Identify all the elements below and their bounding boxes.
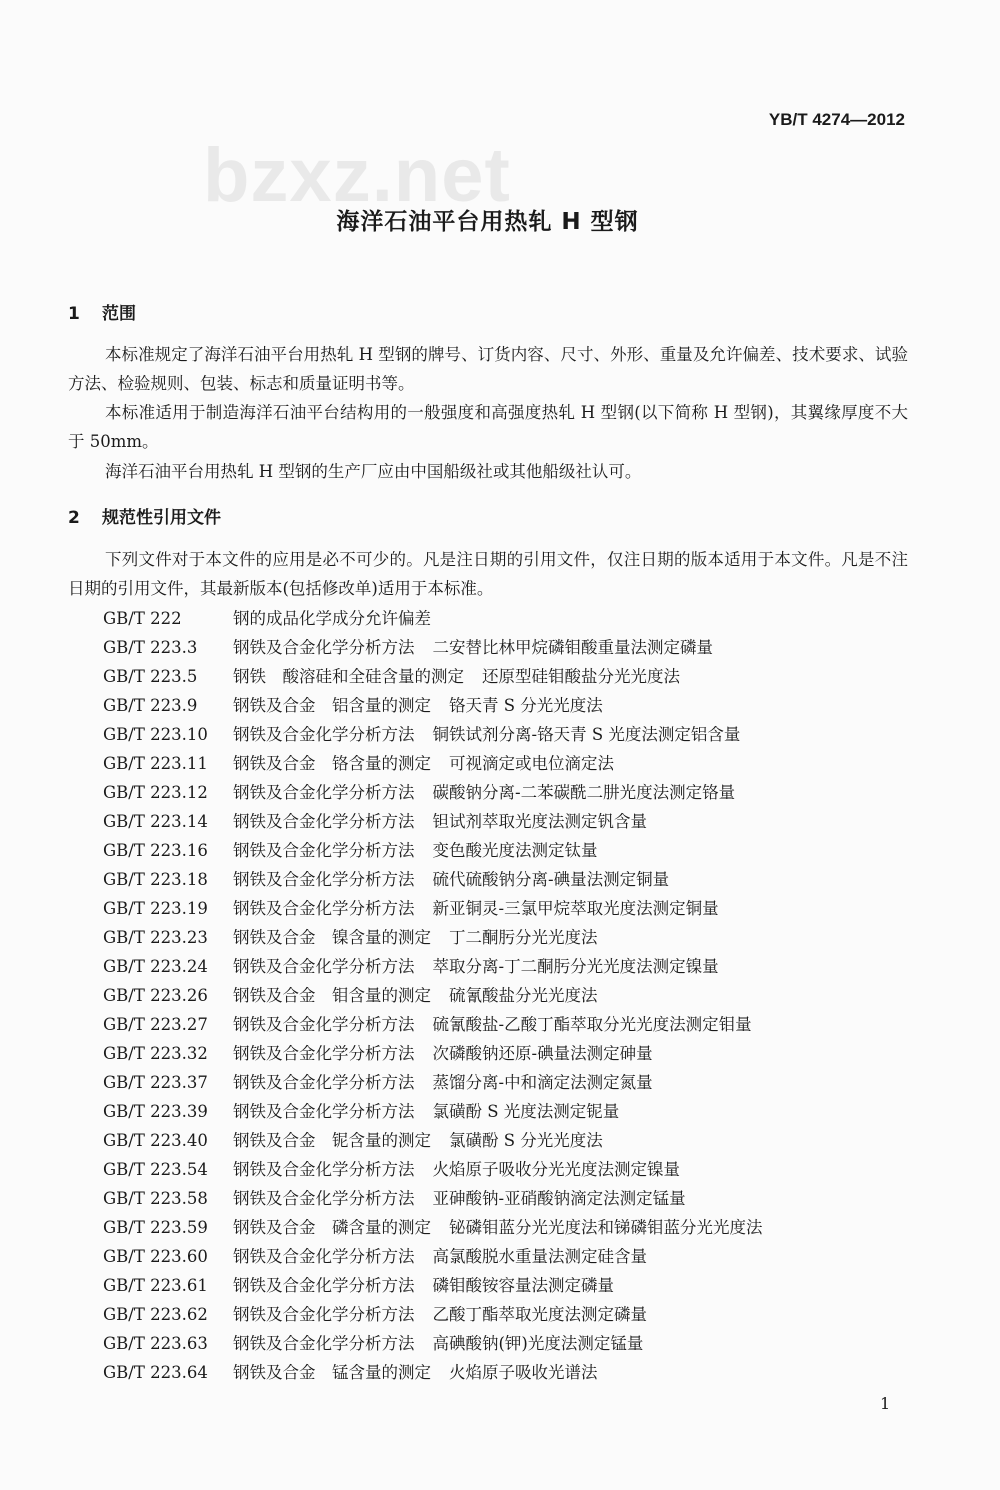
reference-subtitle: 碳酸钠分离-二苯碳酰二肼光度法测定铬量	[432, 783, 736, 802]
reference-title: 钢铁及合金化学分析方法	[233, 1102, 415, 1121]
reference-subtitle: 可视滴定或电位滴定法	[449, 754, 614, 773]
reference-title: 钢铁及合金化学分析方法	[233, 1189, 415, 1208]
reference-subtitle: 蒸馏分离-中和滴定法测定氮量	[432, 1073, 653, 1092]
reference-code: GB/T 223.26	[103, 986, 208, 1005]
reference-item	[103, 952, 763, 981]
reference-code: GB/T 223.58	[103, 1189, 208, 1208]
reference-code: GB/T 223.63	[103, 1334, 208, 1353]
reference-code: GB/T 223.10	[103, 725, 208, 744]
reference-title: 钢铁及合金化学分析方法	[233, 1160, 415, 1179]
reference-subtitle: 硫氰酸盐-乙酸丁酯萃取分光光度法测定钼量	[432, 1015, 752, 1034]
reference-item	[103, 923, 763, 952]
reference-subtitle: 氯磺酚 S 光度法测定铌量	[432, 1102, 620, 1121]
reference-code: GB/T 223.54	[103, 1160, 208, 1179]
reference-code: GB/T 223.23	[103, 928, 208, 947]
reference-title: 钢铁及合金化学分析方法	[233, 725, 415, 744]
reference-code: GB/T 223.59	[103, 1218, 208, 1237]
reference-code: GB/T 223.39	[103, 1102, 208, 1121]
reference-code: GB/T 223.9	[103, 696, 198, 715]
reference-item	[103, 1329, 763, 1358]
reference-subtitle: 丁二酮肟分光光度法	[449, 928, 598, 947]
reference-item	[103, 894, 763, 923]
reference-code: GB/T 223.18	[103, 870, 208, 889]
section-heading-scope	[68, 299, 136, 324]
reference-title: 钢的成品化学成分允许偏差	[233, 609, 431, 628]
reference-code: GB/T 223.62	[103, 1305, 208, 1324]
reference-item	[103, 778, 763, 807]
reference-code: GB/T 223.32	[103, 1044, 208, 1063]
scope-paragraph: 海洋石油平台用热轧 H 型钢的生产厂应由中国船级社或其他船级社认可。	[105, 462, 642, 481]
reference-title: 钢铁及合金化学分析方法	[233, 783, 415, 802]
watermark: bzxz.net	[203, 133, 511, 218]
reference-subtitle: 氯磺酚 S 分光光度法	[449, 1131, 603, 1150]
reference-title: 钢铁及合金化学分析方法	[233, 899, 415, 918]
section-number: 2	[68, 508, 80, 528]
reference-code: GB/T 223.19	[103, 899, 208, 918]
section-heading-references	[68, 503, 221, 528]
reference-subtitle: 亚砷酸钠-亚硝酸钠滴定法测定锰量	[432, 1189, 686, 1208]
reference-subtitle: 硫代硫酸钠分离-碘量法测定铜量	[432, 870, 670, 889]
reference-title: 钢铁及合金化学分析方法	[233, 841, 415, 860]
standard-number: YB/T 4274—2012	[768, 110, 905, 129]
reference-title: 钢铁及合金 磷含量的测定	[233, 1218, 431, 1237]
reference-item	[103, 1039, 763, 1068]
reference-item	[103, 865, 763, 894]
reference-title: 钢铁及合金 钼含量的测定	[233, 986, 431, 1005]
reference-title: 钢铁及合金 铝含量的测定	[233, 696, 431, 715]
reference-item	[103, 836, 763, 865]
reference-item	[103, 604, 763, 633]
reference-code: GB/T 223.14	[103, 812, 208, 831]
reference-code: GB/T 223.12	[103, 783, 208, 802]
reference-code: GB/T 222	[103, 609, 182, 628]
reference-item	[103, 981, 763, 1010]
reference-code: GB/T 223.5	[103, 667, 198, 686]
section-number: 1	[68, 304, 80, 324]
reference-title: 钢铁及合金化学分析方法	[233, 1044, 415, 1063]
reference-title: 钢铁及合金 锰含量的测定	[233, 1363, 431, 1382]
reference-item	[103, 633, 763, 662]
reference-subtitle: 次磷酸钠还原-碘量法测定砷量	[432, 1044, 653, 1063]
reference-subtitle: 钽试剂萃取光度法测定钒含量	[432, 812, 647, 831]
reference-subtitle: 萃取分离-丁二酮肟分光光度法测定镍量	[432, 957, 719, 976]
reference-code: GB/T 223.40	[103, 1131, 208, 1150]
reference-title: 钢铁及合金化学分析方法	[233, 1334, 415, 1353]
reference-item	[103, 807, 763, 836]
reference-title: 钢铁 酸溶硅和全硅含量的测定	[233, 667, 464, 686]
section-title: 范围	[102, 304, 136, 324]
reference-code: GB/T 223.37	[103, 1073, 208, 1092]
reference-code: GB/T 223.64	[103, 1363, 208, 1382]
reference-subtitle: 铜铁试剂分离-铬天青 S 光度法测定铝含量	[432, 725, 741, 744]
reference-item	[103, 1155, 763, 1184]
reference-title: 钢铁及合金化学分析方法	[233, 1276, 415, 1295]
reference-code: GB/T 223.60	[103, 1247, 208, 1266]
reference-subtitle: 变色酸光度法测定钛量	[432, 841, 598, 860]
reference-item	[103, 1010, 763, 1039]
reference-item	[103, 662, 763, 691]
page-number: 1	[880, 1394, 891, 1413]
reference-subtitle: 还原型硅钼酸盐分光光度法	[482, 667, 680, 686]
reference-title: 钢铁及合金化学分析方法	[233, 957, 415, 976]
reference-item	[103, 1068, 763, 1097]
reference-code: GB/T 223.27	[103, 1015, 208, 1034]
reference-title: 钢铁及合金化学分析方法	[233, 870, 415, 889]
reference-subtitle: 乙酸丁酯萃取光度法测定磷量	[432, 1305, 647, 1324]
reference-item	[103, 1242, 763, 1271]
reference-subtitle: 高氯酸脱水重量法测定硅含量	[432, 1247, 647, 1266]
reference-code: GB/T 223.16	[103, 841, 208, 860]
reference-item	[103, 1097, 763, 1126]
reference-subtitle: 火焰原子吸收分光光度法测定镍量	[432, 1160, 680, 1179]
reference-item	[103, 1358, 763, 1387]
reference-subtitle: 二安替比林甲烷磷钼酸重量法测定磷量	[432, 638, 713, 657]
reference-list	[103, 604, 763, 1387]
scope-paragraph: 本标准适用于制造海洋石油平台结构用的一般强度和高强度热轧 H 型钢(以下简称 H 型钢)，其翼缘厚度不大于 50mm。	[68, 403, 908, 451]
reference-subtitle: 铋磷钼蓝分光光度法和锑磷钼蓝分光光度法	[449, 1218, 763, 1237]
reference-title: 钢铁及合金化学分析方法	[233, 1305, 415, 1324]
reference-item	[103, 720, 763, 749]
reference-subtitle: 高碘酸钠(钾)光度法测定锰量	[432, 1334, 644, 1353]
reference-subtitle: 硫氰酸盐分光光度法	[449, 986, 598, 1005]
reference-item	[103, 1271, 763, 1300]
references-intro: 下列文件对于本文件的应用是必不可少的。凡是注日期的引用文件，仅注日期的版本适用于本文件。凡是不注日期的引用文件，其最新版本(包括修改单)适用于本标准。	[68, 550, 908, 598]
reference-title: 钢铁及合金化学分析方法	[233, 1247, 415, 1266]
reference-item	[103, 1213, 763, 1242]
reference-code: GB/T 223.11	[103, 754, 208, 773]
reference-subtitle: 铬天青 S 分光光度法	[449, 696, 603, 715]
reference-subtitle: 磷钼酸铵容量法测定磷量	[432, 1276, 614, 1295]
reference-item	[103, 749, 763, 778]
reference-subtitle: 火焰原子吸收光谱法	[449, 1363, 598, 1382]
reference-title: 钢铁及合金 铬含量的测定	[233, 754, 431, 773]
reference-item	[103, 691, 763, 720]
reference-code: GB/T 223.24	[103, 957, 208, 976]
reference-code: GB/T 223.61	[103, 1276, 208, 1295]
reference-subtitle: 新亚铜灵-三氯甲烷萃取光度法测定铜量	[432, 899, 719, 918]
scope-paragraph: 本标准规定了海洋石油平台用热轧 H 型钢的牌号、订货内容、尺寸、外形、重量及允许偏差、技术要求、试验方法、检验规则、包装、标志和质量证明书等。	[68, 345, 908, 393]
reference-code: GB/T 223.3	[103, 638, 198, 657]
reference-item	[103, 1184, 763, 1213]
reference-title: 钢铁及合金化学分析方法	[233, 1015, 415, 1034]
reference-item	[103, 1126, 763, 1155]
reference-title: 钢铁及合金 镍含量的测定	[233, 928, 431, 947]
reference-item	[103, 1300, 763, 1329]
reference-title: 钢铁及合金化学分析方法	[233, 812, 415, 831]
reference-title: 钢铁及合金化学分析方法	[233, 638, 415, 657]
section-title: 规范性引用文件	[102, 508, 221, 528]
reference-title: 钢铁及合金 铌含量的测定	[233, 1131, 431, 1150]
document-title: 海洋石油平台用热轧 H 型钢	[336, 209, 639, 235]
reference-title: 钢铁及合金化学分析方法	[233, 1073, 415, 1092]
